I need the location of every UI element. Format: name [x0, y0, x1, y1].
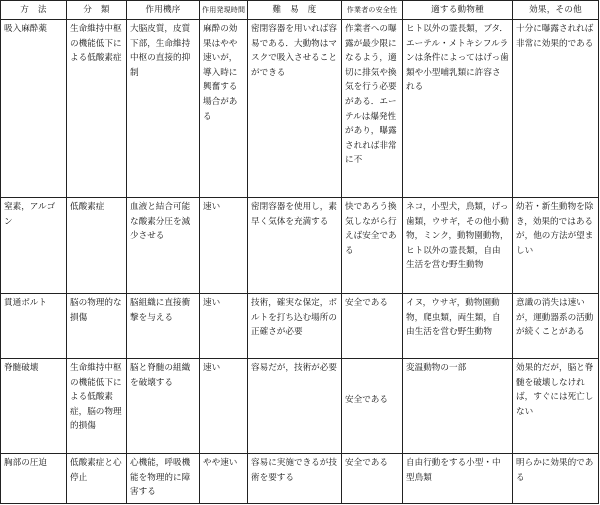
cell-onset: 麻酔の効果はやや速いが，導入時に興奮する場合がある — [200, 20, 248, 198]
cell-species: ネコ，小型犬，鳥類，げっ歯類，ウサギ，その他小動物，ミンク，動物園動物，ヒト以外の霊長類，自由生活を営む野生動物 — [403, 198, 513, 294]
table-row — [1, 20, 599, 198]
cell-mechanism: 大脳皮質，皮質下部，生命維持中枢の直接的抑制 — [127, 20, 200, 198]
table-header — [1, 1, 599, 20]
cell-difficulty: 容易に実施できるが技術を要する — [248, 454, 342, 504]
cell-effects: 十分に曝露されれば非常に効果的である — [513, 20, 599, 198]
cell-category: 生命維持中枢の機能低下による低酸素症 — [67, 20, 127, 198]
cell-safety: 作業者への曝露が最少限になるよう，適切に排気や換気を行う必要がある．エーテルは爆発性があり，曝露されれば非常に不 — [342, 20, 403, 198]
header-method: 方 法 — [1, 1, 67, 20]
cell-difficulty: 密閉容器を用いれば容易である．大動物はマスクで吸入させることができる — [248, 20, 342, 198]
cell-effects: 明らかに効果的である — [513, 454, 599, 504]
header-difficulty: 難 易 度 — [248, 1, 342, 20]
header-row — [1, 1, 599, 20]
cell-safety: 安全である — [342, 294, 403, 359]
cell-category: 低酸素症と心停止 — [67, 454, 127, 504]
cell-species: 自由行動をする小型・中型鳥類 — [403, 454, 513, 504]
cell-method: 胸部の圧迫 — [1, 454, 67, 504]
cell-species: 変温動物の一部 — [403, 359, 513, 454]
table-row — [1, 294, 599, 359]
cell-safety-text: 安全である — [345, 395, 388, 405]
cell-species: イヌ，ウサギ，動物園動物，爬虫類，両生類，自由生活を営む野生動物 — [403, 294, 513, 359]
cell-mechanism: 心機能，呼吸機能を物理的に障害する — [127, 454, 200, 504]
cell-safety: 快であろう換気しながら行えば安全である — [342, 198, 403, 294]
cell-category: 脳の物理的な損傷 — [67, 294, 127, 359]
cell-onset: 速い — [200, 294, 248, 359]
cell-effects: 幼若・新生動物を除き，効果的ではあるが，他の方法が望ましい — [513, 198, 599, 294]
header-onset: 作用発現時間 — [200, 1, 248, 20]
cell-safety — [342, 359, 403, 454]
table-row — [1, 198, 599, 294]
safety-spacer — [345, 361, 399, 393]
header-mechanism: 作用機序 — [127, 1, 200, 20]
cell-onset: やや速い — [200, 454, 248, 504]
table-row — [1, 359, 599, 454]
cell-method: 吸入麻酔薬 — [1, 20, 67, 198]
cell-safety: 安全である — [342, 454, 403, 504]
cell-method: 貫通ボルト — [1, 294, 67, 359]
cell-onset: 速い — [200, 198, 248, 294]
cell-method: 脊髄破壊 — [1, 359, 67, 454]
cell-mechanism: 脳と脊髄の組織を破壊する — [127, 359, 200, 454]
cell-category: 生命維持中枢の機能低下による低酸素症，脳の物理的損傷 — [67, 359, 127, 454]
cell-effects: 効果的だが，脳と脊髄を破壊しなければ，すぐには死亡しない — [513, 359, 599, 454]
cell-onset: 速い — [200, 359, 248, 454]
cell-category: 低酸素症 — [67, 198, 127, 294]
cell-difficulty: 密閉容器を使用し，素早く気体を充満する — [248, 198, 342, 294]
table-row — [1, 454, 599, 504]
cell-method: 窒素，アルゴン — [1, 198, 67, 294]
cell-mechanism: 血液と結合可能な酸素分圧を減少させる — [127, 198, 200, 294]
header-effects: 効果，その他 — [513, 1, 599, 20]
header-species: 適する動物種 — [403, 1, 513, 20]
cell-difficulty: 技術，確実な保定，ボルトを打ち込む場所の正確さが必要 — [248, 294, 342, 359]
cell-effects: 意識の消失は速いが，運動器系の活動が続くことがある — [513, 294, 599, 359]
cell-difficulty: 容易だが，技術が必要 — [248, 359, 342, 454]
cell-mechanism: 脳組織に直接衝撃を与える — [127, 294, 200, 359]
header-category: 分 類 — [67, 1, 127, 20]
table-body — [1, 20, 599, 504]
cell-species: ヒト以外の霊長類，ブタ．エーテル・メトキシフルランは条件によってはげっ歯類や小型哺乳類に許容される — [403, 20, 513, 198]
header-safety: 作業者の安全性 — [342, 1, 403, 20]
